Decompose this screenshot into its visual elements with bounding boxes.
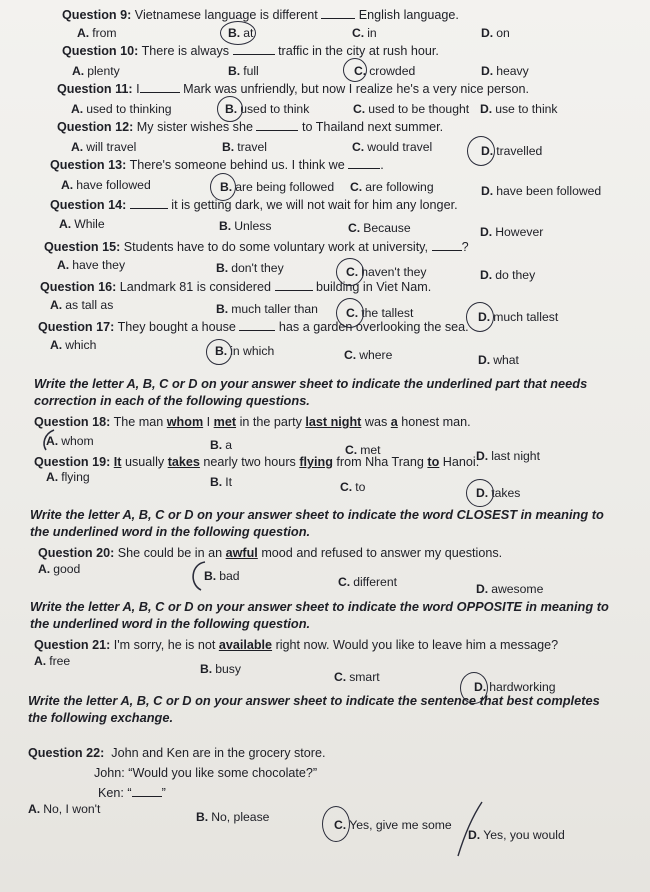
- option-c: C. Because: [348, 221, 411, 235]
- option-a: A. While: [59, 217, 105, 231]
- option-b: B. much taller than: [216, 302, 318, 316]
- option-d: D. heavy: [481, 64, 529, 78]
- option-b: B. don't they: [216, 261, 284, 275]
- question-16: Question 16: Landmark 81 is considered building in Viet Nam.: [40, 280, 432, 294]
- option-d: D. do they: [480, 268, 536, 282]
- option-c: C. different: [338, 575, 398, 589]
- question-12: Question 12: My sister wishes she to Thailand next summer.: [57, 120, 444, 134]
- question-text: English language.: [358, 8, 459, 22]
- option-b: B. at: [228, 26, 254, 40]
- question-14: Question 14: it is getting dark, we will not wait for him any longer.: [50, 198, 458, 212]
- option-c: C. haven't they: [346, 265, 427, 279]
- option-d: D. have been followed: [481, 184, 602, 198]
- option-a: A. which: [50, 338, 97, 352]
- option-d: D. what: [478, 353, 519, 367]
- option-b: B. busy: [200, 662, 241, 676]
- question-17: Question 17: They bought a house has a garden overlooking the sea.: [38, 320, 469, 334]
- option-d: D. awesome: [476, 582, 544, 596]
- option-b: B. in which: [215, 344, 275, 358]
- question-11: Question 11: I Mark was unfriendly, but now I realize he's a very nice person.: [57, 82, 529, 96]
- question-20: Question 20: She could be in an awful mood and refused to answer my questions.: [38, 546, 503, 560]
- option-a: A. flying: [46, 470, 90, 484]
- option-d: D. travelled: [481, 144, 543, 158]
- option-b: B. It: [210, 475, 232, 489]
- question-21: Question 21: I'm sorry, he is not available right now. Would you like to leave him a message?: [34, 638, 559, 652]
- option-d: D. on: [481, 26, 510, 40]
- option-d: D. takes: [476, 486, 521, 500]
- option-d: D. Yes, you would: [468, 828, 565, 842]
- option-b: B. are being followed: [220, 180, 335, 194]
- option-c: C. where: [344, 348, 393, 362]
- option-a: A. No, I won't: [28, 802, 101, 816]
- option-b: B. used to think: [225, 102, 310, 116]
- option-c: C. would travel: [352, 140, 433, 154]
- option-a: A. plenty: [72, 64, 120, 78]
- section-instruction: Write the letter A, B, C or D on your answer sheet to indicate the word OPPOSITE in meaning to the underlined word in the following question.: [30, 599, 609, 631]
- dialogue-john: John: “Would you like some chocolate?”: [94, 766, 318, 780]
- option-c: C. are following: [350, 180, 434, 194]
- option-a: A. used to thinking: [71, 102, 172, 116]
- option-d: D. last night: [476, 449, 540, 463]
- option-a: A. will travel: [71, 140, 137, 154]
- question-18: Question 18: The man whom I met in the party last night was a honest man.: [34, 415, 471, 429]
- option-d: D. hardworking: [474, 680, 556, 694]
- option-a: A. good: [38, 562, 81, 576]
- option-c: C. the tallest: [346, 306, 414, 320]
- option-b: B. a: [210, 438, 232, 452]
- option-d: D. use to think: [480, 102, 558, 116]
- option-a: A. whom: [46, 434, 94, 448]
- option-b: B. full: [228, 64, 259, 78]
- question-10: Question 10: There is always traffic in the city at rush hour.: [62, 44, 439, 58]
- option-c: C. to: [340, 480, 366, 494]
- option-a: A. free: [34, 654, 71, 668]
- question-19: Question 19: It usually takes nearly two hours flying from Nha Trang to Hanoi.: [34, 455, 480, 469]
- option-c: C. in: [352, 26, 377, 40]
- question-text: Vietnamese language is different: [134, 8, 318, 22]
- option-a: A. have followed: [61, 178, 151, 192]
- section-instruction: Write the letter A, B, C or D on your answer sheet to indicate the sentence that best completes the following exchange.: [28, 693, 600, 725]
- question-15: Question 15: Students have to do some voluntary work at university, ?: [44, 240, 469, 254]
- question-13: Question 13: There's someone behind us. I think we .: [50, 158, 384, 172]
- option-b: B. travel: [222, 140, 267, 154]
- option-b: B. Unless: [219, 219, 272, 233]
- option-a: A. from: [77, 26, 117, 40]
- option-c: C. crowded: [354, 64, 416, 78]
- question-9: [62, 8, 459, 22]
- option-a: A. have they: [57, 258, 126, 272]
- option-c: C. used to be thought: [353, 102, 470, 116]
- dialogue-ken: Ken: “ ”: [98, 786, 166, 800]
- option-c: C. Yes, give me some: [334, 818, 452, 832]
- option-c: C. smart: [334, 670, 380, 684]
- section-instruction: Write the letter A, B, C or D on your answer sheet to indicate the underlined part that needs correction in each of the following questions.: [34, 376, 588, 408]
- option-b: B. bad: [204, 569, 240, 583]
- option-a: A. as tall as: [50, 298, 114, 312]
- question-22: Question 22: John and Ken are in the grocery store.: [28, 746, 326, 760]
- option-d: D. However: [480, 225, 544, 239]
- section-instruction: Write the letter A, B, C or D on your answer sheet to indicate the word CLOSEST in meaning to the underlined word in the following question.: [30, 507, 604, 539]
- question-label: Question 9:: [62, 8, 132, 22]
- option-d: D. much tallest: [478, 310, 559, 324]
- option-c: C. met: [345, 443, 381, 457]
- option-b: B. No, please: [196, 810, 270, 824]
